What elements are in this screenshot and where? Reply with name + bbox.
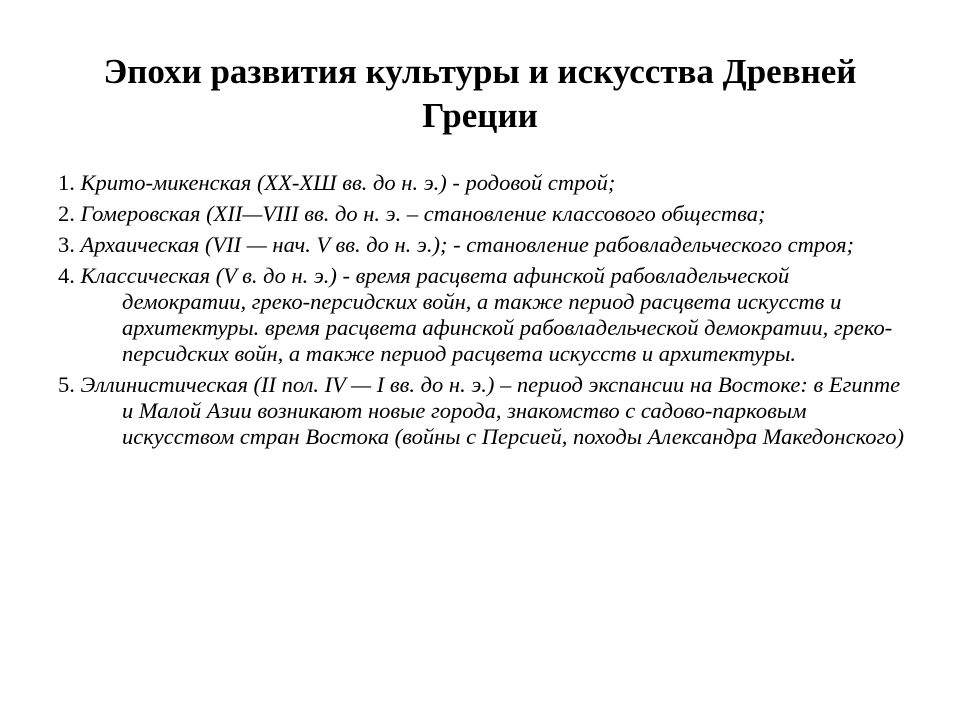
item-number: 1.	[58, 170, 75, 195]
item-number: 3.	[58, 232, 75, 257]
item-text: Эллинистическая (II пол. IV — I вв. до н. э.) – период экспансии на Востоке: в Египте и Малой Азии возникают новые города, знакомство с садово-парковым искусством стран Востока (войны с Персией, походы Александра Македонского)	[80, 372, 905, 449]
list-item	[58, 372, 908, 450]
list-item	[58, 201, 908, 227]
item-text: Крито-микенская (XX-XШ вв. до н. э.) - родовой строй;	[80, 170, 616, 195]
list-item	[58, 263, 908, 367]
item-number: 5.	[58, 372, 75, 397]
item-number: 2.	[58, 201, 75, 226]
slide-title: Эпохи развития культуры и искусства Древней Греции	[103, 52, 857, 135]
item-text: Классическая (V в. до н. э.) - время расцвета афинской рабовладельческой демократии, греко-персидских войн, а также период расцвета искусств и архитектуры. время расцвета афинской рабовладельческой демократии, греко-персидских войн, а также период расцвета искусств и архитектуры.	[80, 263, 893, 366]
item-number: 4.	[58, 263, 75, 288]
list-item	[58, 232, 908, 258]
epochs-list	[58, 170, 908, 455]
item-text: Гомеровская (XII—VIII вв. до н. э. – становление классового общества;	[80, 201, 766, 226]
list-item	[58, 170, 908, 196]
item-text: Архаическая (VII — нач. V вв. до н. э.); - становление рабовладельческого строя;	[80, 232, 855, 257]
